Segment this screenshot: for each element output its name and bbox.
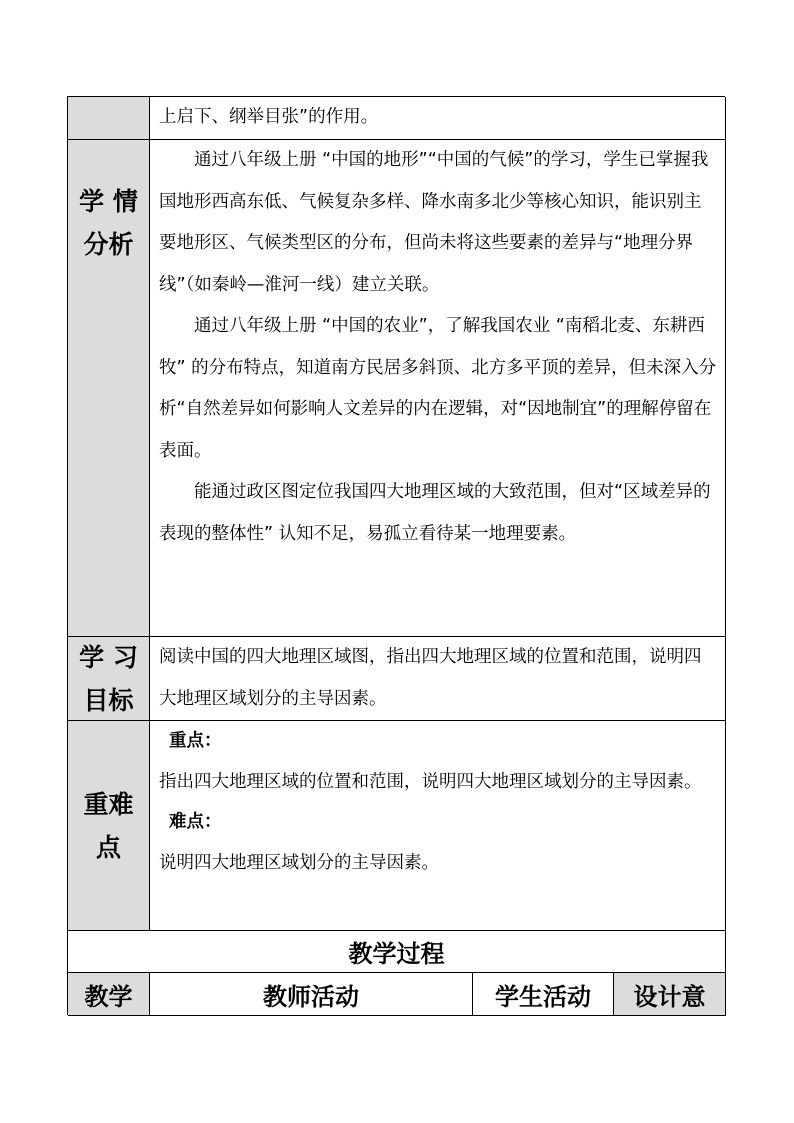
key-points-heading-cell — [68, 721, 150, 931]
process-title-cell — [68, 931, 726, 973]
continuation-content-cell — [150, 97, 726, 140]
goals-heading-line2: 目标 — [83, 685, 134, 715]
situation-paragraph-3: 能通过政区图定位我国四大地理区域的大致范围，但对“区域差异的表现的整体性” 认知不足，易孤立看待某一地理要素。 — [159, 482, 711, 544]
situation-content-cell — [150, 140, 726, 637]
process-col-stage-label: 教学 — [84, 982, 133, 1011]
process-col-intent-label: 设计意 — [633, 982, 706, 1011]
process-title: 教学过程 — [348, 940, 445, 968]
situation-heading-line2: 分析 — [83, 230, 134, 259]
situation-heading-cell — [68, 140, 150, 637]
continuation-text: 上启下、纲举目张”的作用。 — [159, 107, 379, 127]
key-point-text: 指出四大地理区域的位置和范围，说明四大地理区域划分的主导因素。 — [159, 771, 702, 792]
situation-heading-line1: 学 情 — [79, 187, 138, 216]
process-col-stage — [68, 973, 150, 1016]
difficult-point-text: 说明四大地理区域划分的主导因素。 — [159, 852, 439, 873]
key-points-heading-line2: 点 — [95, 832, 121, 862]
key-points-heading-line1: 重难 — [83, 789, 134, 819]
process-col-student-label: 学生活动 — [495, 982, 591, 1011]
goals-content-cell — [150, 637, 726, 721]
goals-heading-line1: 学 习 — [79, 642, 138, 672]
goals-heading-cell — [68, 637, 150, 721]
process-col-teacher-label: 教师活动 — [263, 982, 359, 1011]
key-points-content-cell — [150, 721, 726, 931]
continuation-heading-cell — [68, 97, 150, 140]
situation-paragraph-1: 通过八年级上册 “中国的地形”“中国的气候”的学习，学生已掌握我国地形西高东低、气候复杂多样、降水南多北少等核心知识，能识别主要地形区、气候类型区的分布，但尚未将这些要素的差异与“地理分界线”（如秦岭—淮河一线）建立关联。 — [159, 150, 709, 295]
situation-paragraph-2: 通过八年级上册 “中国的农业”，了解我国农业 “南稻北麦、东耕西牧” 的分布特点，知道南方民居多斜顶、北方多平顶的差异，但未深入分析“自然差异如何影响人文差异的内在逻辑，对“因地制宜”的理解停留在表面。 — [159, 316, 717, 461]
difficult-point-label: 难点： — [169, 812, 222, 832]
goals-text: 阅读中国的四大地理区域图，指出四大地理区域的位置和范围，说明四大地理区域划分的主导因素。 — [159, 647, 702, 709]
lesson-plan-table — [67, 96, 725, 1015]
process-col-student — [473, 973, 614, 1016]
process-col-intent — [614, 973, 726, 1016]
process-col-teacher — [150, 973, 473, 1016]
key-point-label: 重点： — [169, 731, 222, 751]
